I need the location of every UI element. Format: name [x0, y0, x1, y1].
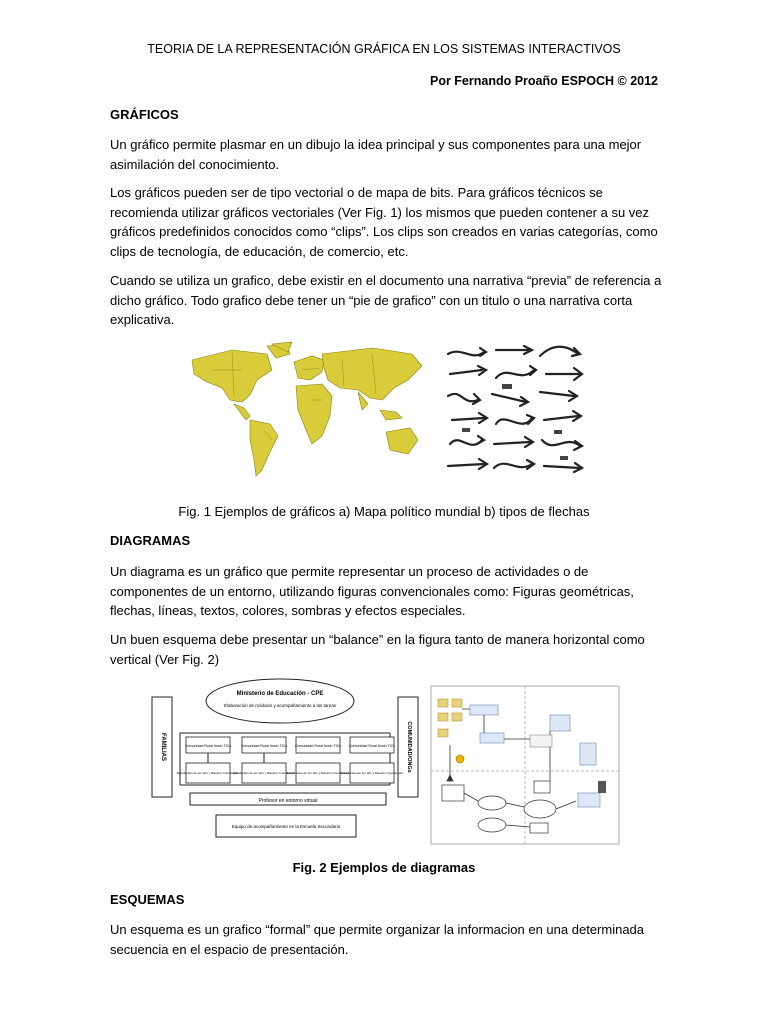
diagram-node-3: Comunidad Rural Nodo TICs	[294, 744, 342, 748]
document-title: TEORIA DE LA REPRESENTACIÓN GRÁFICA EN LOS SISTEMAS INTERACTIVOS	[147, 42, 621, 56]
heading-graficos: GRÁFICOS	[110, 107, 179, 122]
diagram-right-label: COMUNIDAD/ONGs	[406, 721, 412, 773]
document-author: Por Fernando Proaño ESPOCH © 2012	[429, 74, 658, 88]
diagram-bottom-label-1: Profesor en entorno virtual	[258, 798, 318, 804]
heading-esquemas: ESQUEMAS	[110, 892, 185, 907]
diagram-node-1: Comunidad Rural Nodo TICs	[184, 744, 232, 748]
paragraph-diagramas-1: Un diagrama es un gráfico que permite representar un proceso de actividades o de componentes de un entorno, utilizando figuras convencionales como: Figuras geométricas, flechas, líneas, textos, colores, sombras y efectos especiales.	[110, 564, 634, 618]
paragraph-esquemas-1: Un esquema es un grafico “formal” que permite organizar la informacion en una determinada secuencia en el espacio de presentación.	[110, 922, 645, 957]
paragraph-diagramas-2: Un buen esquema debe presentar un “balance” en la figura tanto de manera horizontal como vertical (Ver Fig. 2)	[110, 632, 645, 667]
diagram-top-label: Ministerio de Educación - CPE	[236, 691, 324, 697]
diagram-students-3: Estudiantes de 1er año y Maestro Coordinador	[286, 771, 350, 775]
paragraph-graficos-1: Un gráfico permite plasmar en un dibujo la idea principal y sus componentes para una mejor asimilación del conocimiento.	[110, 137, 642, 172]
heading-diagramas: DIAGRAMAS	[110, 533, 191, 548]
diagram-students-4: Estudiantes de 1er año y Maestro Coordinador	[340, 771, 404, 775]
figure-1-caption: Fig. 1 Ejemplos de gráficos a) Mapa político mundial b) tipos de flechas	[178, 504, 590, 519]
paragraph-graficos-2: Los gráficos pueden ser de tipo vectorial o de mapa de bits. Para gráficos técnicos se recomienda utilizar gráficos vectoriales (Ver Fig. 1) los mismos que pueden contener a su vez gráficos predefinidos conocidos como “clips”. Los clips son creados en varias categorías, como clips de tecnología, de educación, de comercio, etc.	[110, 185, 658, 259]
diagram-left-label: FAMILIAS	[160, 733, 166, 761]
diagram-node-2: Comunidad Rural Nodo TICs	[240, 744, 288, 748]
paragraph-graficos-3: Cuando se utiliza un grafico, debe existir en el documento una narrativa “previa” de referencia a dicho gráfico. Todo grafico debe tener un “pie de grafico” con un titulo o una narrativa corta explicativa.	[110, 273, 662, 327]
diagram-bottom-label-2: Equipo de acompañamiento en la Escuela Secundaria	[231, 824, 341, 829]
flow-diagram	[430, 685, 620, 845]
diagram-node-4: Comunidad Rural Nodo TICs	[348, 744, 396, 748]
diagram-top-sublabel: Elaboración de módulos y acompañamiento a las tareas	[223, 703, 337, 708]
figure-2-caption: Fig. 2 Ejemplos de diagramas	[292, 860, 476, 875]
diagram-students-2: Estudiantes de 1er año y Maestro Coordinador	[232, 771, 296, 775]
world-map-image	[172, 340, 434, 488]
arrows-image	[442, 344, 588, 478]
education-diagram	[150, 673, 420, 841]
diagram-students-1: Estudiantes de 1er año y Maestro Coordinador	[176, 771, 240, 775]
